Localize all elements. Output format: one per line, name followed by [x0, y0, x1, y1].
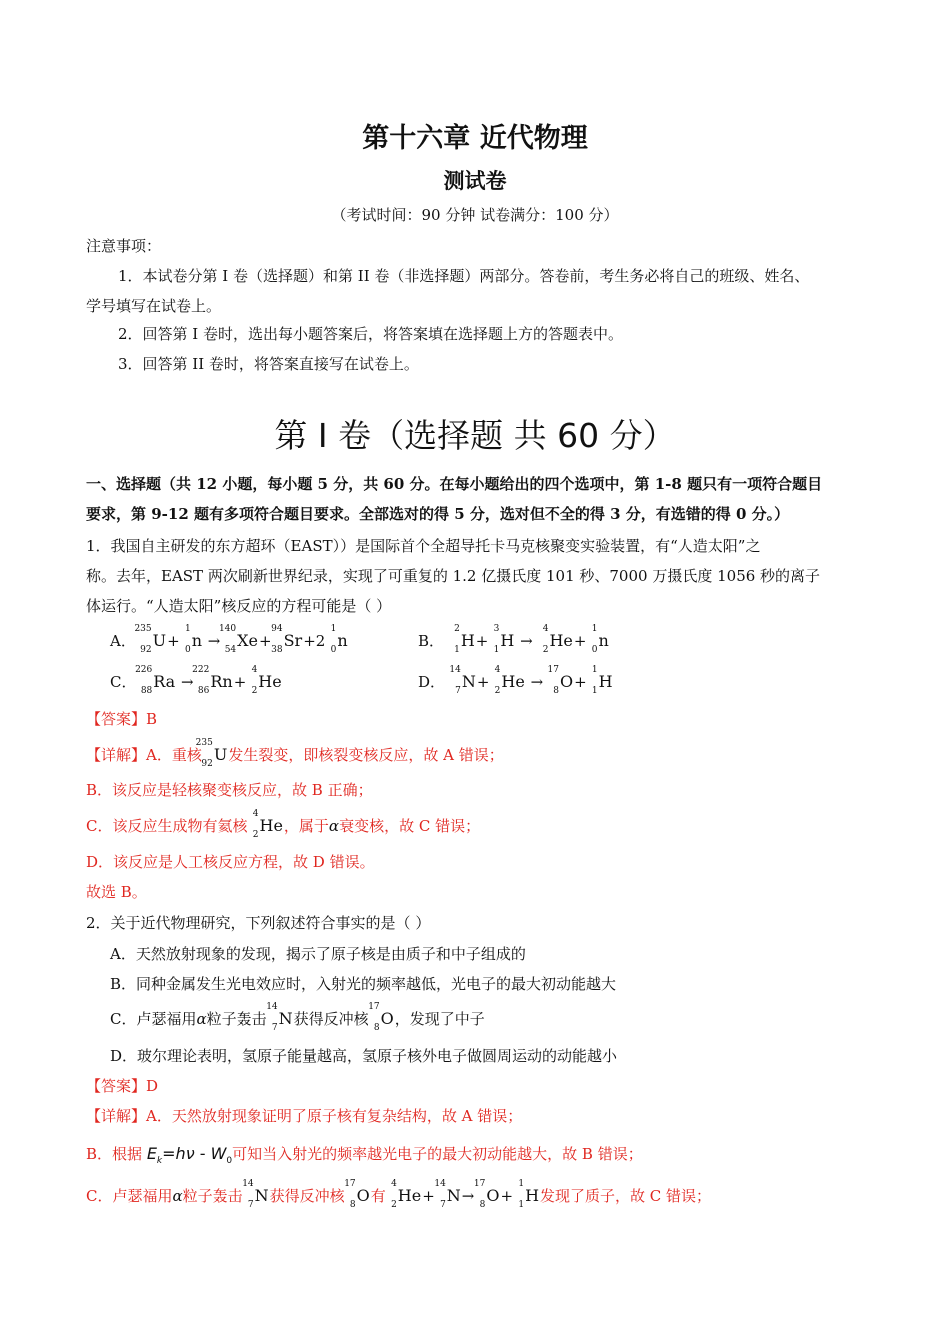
nuclide-he4: 4 2 He	[542, 624, 573, 655]
nuclide-n14: 14 7 N	[449, 665, 476, 696]
reaction-equation: 4 2 He+ 14 7 N→ 17 8 O+ 1 1 H	[391, 1179, 540, 1210]
nuclide-he4: 4 2 He	[252, 809, 283, 840]
detail-label: 【详解】	[86, 746, 147, 764]
nuclide-n14: 14 7 N	[242, 1179, 269, 1210]
q2-detail-2: B．根据 $E_k=h\nu - W_0$可知当入射光的频率越光电子的最大初动能越大，故 B 错误；	[86, 1144, 643, 1167]
answer-value: B	[146, 710, 158, 728]
answer-label: 【答案】	[86, 1077, 147, 1095]
note-item-2: 2．回答第 I 卷时，选出每小题答案后，将答案填在选择题上方的答题表中。	[118, 325, 624, 343]
nuclide-sr94: 94 38 Sr	[271, 624, 303, 655]
q1-option-c: C． 226 88 Ra → 222 86 Rn+ 4 2 He	[110, 665, 282, 696]
section-title: 第 I 卷（选择题 共 60 分）	[274, 416, 676, 455]
detail-label: 【详解】	[86, 1107, 147, 1125]
option-label: A．	[110, 632, 136, 650]
q1-detail-2: B．该反应是轻核聚变核反应，故 B 正确；	[86, 781, 373, 799]
test-subtitle: 测试卷	[443, 169, 507, 193]
nuclide-u235: 235 92 U	[134, 624, 167, 655]
option-label: D．	[418, 673, 446, 691]
answer-value: D	[146, 1077, 159, 1095]
chapter-title: 第十六章 近代物理	[362, 123, 588, 154]
q1-answer	[86, 708, 157, 729]
nuclide-o17: 17 8 O	[547, 665, 574, 696]
q2-stem: 2．关于近代物理研究，下列叙述符合事实的是（ ）	[86, 914, 431, 932]
q2-option-c: C．卢瑟福用α粒子轰击 14 7 N获得反冲核 17 8 O，发现了中子	[110, 1002, 485, 1033]
exam-info: （考试时间：90 分钟 试卷满分：100 分）	[331, 206, 619, 224]
nuclide-h3: 3 1 H	[493, 624, 515, 655]
nuclide-h1: 1 1 H	[518, 1179, 540, 1210]
option-label: B．	[418, 632, 445, 650]
alpha-symbol: α	[196, 1010, 207, 1028]
q2-detail-3: C．卢瑟福用α粒子轰击 14 7 N获得反冲核 17 8 O有 4 2 He+ 14 7 N→ 17 8 O+ 1 1 H发现了质子，故 C 错误；	[86, 1179, 712, 1210]
note-item-1: 1．本试卷分第 I 卷（选择题）和第 II 卷（非选择题）两部分。答卷前，考生务必将自己的班级、姓名、	[118, 267, 810, 285]
nuclide-he4: 4 2 He	[251, 665, 282, 696]
nuclide-o17: 17 8 O	[368, 1002, 394, 1033]
note-item-3: 3．回答第 II 卷时，将答案直接写在试卷上。	[118, 355, 419, 373]
nuclide-neutron: 1 0 n	[591, 624, 609, 655]
nuclide-n14: 14 7 N	[266, 1002, 293, 1033]
nuclide-neutron: 1 0 n	[330, 624, 348, 655]
answer-label: 【答案】	[86, 710, 147, 728]
q2-answer	[86, 1075, 158, 1096]
q2-detail-1: 【详解】A．天然放射现象证明了原子核有复杂结构，故 A 错误；	[86, 1107, 523, 1125]
q2-option-d: D．玻尔理论表明，氢原子能量越高，氢原子核外电子做圆周运动的动能越小	[110, 1047, 618, 1065]
nuclide-o17: 17 8 O	[344, 1179, 370, 1210]
nuclide-n14: 14 7 N	[434, 1179, 461, 1210]
option-label: C．	[110, 673, 137, 691]
instructions-line-2: 要求，第 9-12 题有多项符合题目要求。全部选对的得 5 分，选对但不全的得 3 分，有选错的得 0 分。）	[86, 505, 790, 523]
q1-option-b: B． 2 1 H+ 3 1 H → 4 2 He+ 1 0 n	[418, 624, 609, 655]
nuclide-h1: 1 1 H	[591, 665, 613, 696]
q2-option-b: B．同种金属发生光电效应时，入射光的频率越低，光电子的最大初动能越大	[110, 975, 617, 993]
q1-stem-line-1: 1．我国自主研发的东方超环（EAST））是国际首个全超导托卡马克核聚变实验装置，有“人造太阳”之	[86, 537, 761, 555]
q1-conclusion: 故选 B。	[86, 883, 147, 901]
nuclide-u235: 235 92 U	[195, 738, 228, 769]
q1-detail-4: D．该反应是人工核反应方程，故 D 错误。	[86, 853, 375, 871]
nuclide-xe140: 140 54 Xe	[218, 624, 258, 655]
note-item-1-cont: 学号填写在试卷上。	[86, 297, 222, 315]
nuclide-neutron: 1 0 n	[184, 624, 202, 655]
nuclide-rn222: 222 86 Rn	[192, 665, 233, 696]
q1-option-d: D． 14 7 N+ 4 2 He → 17 8 O+ 1 1 H	[418, 665, 613, 696]
nuclide-o17: 17 8 O	[473, 1179, 500, 1210]
nuclide-ra226: 226 88 Ra	[135, 665, 176, 696]
nuclide-he4: 4 2 He	[494, 665, 525, 696]
nuclide-h2: 2 1 H	[454, 624, 475, 655]
photoelectric-formula: $E_k=h\nu - W_0$	[146, 1144, 233, 1167]
q1-stem-line-2: 称。去年，EAST 两次刷新世界纪录，实现了可重复的 1.2 亿摄氏度 101 秒、7000 万摄氏度 1056 秒的离子	[86, 567, 821, 585]
instructions-line-1: 一、选择题（共 12 小题，每小题 5 分，共 60 分。在每小题给出的四个选项中，第 1-8 题只有一项符合题目	[86, 475, 823, 493]
nuclide-he4: 4 2 He	[391, 1179, 422, 1210]
q1-detail-3: C．该反应生成物有氦核 4 2 He，属于α衰变核，故 C 错误；	[86, 809, 481, 840]
notes-heading: 注意事项：	[86, 237, 162, 255]
q1-stem-line-3: 体运行。“人造太阳”核反应的方程可能是（ ）	[86, 597, 392, 615]
q1-option-a: A． 235 92 U+ 1 0 n → 140 54 Xe+ 94 38 Sr+2 1 0 n	[110, 624, 348, 655]
q1-detail-1: 【详解】A．重核 235 92 U发生裂变，即核裂变核反应，故 A 错误；	[86, 738, 504, 769]
q2-option-a: A．天然放射现象的发现，揭示了原子核是由质子和中子组成的	[110, 945, 526, 963]
alpha-symbol: α	[328, 817, 340, 835]
alpha-symbol: α	[172, 1187, 183, 1205]
